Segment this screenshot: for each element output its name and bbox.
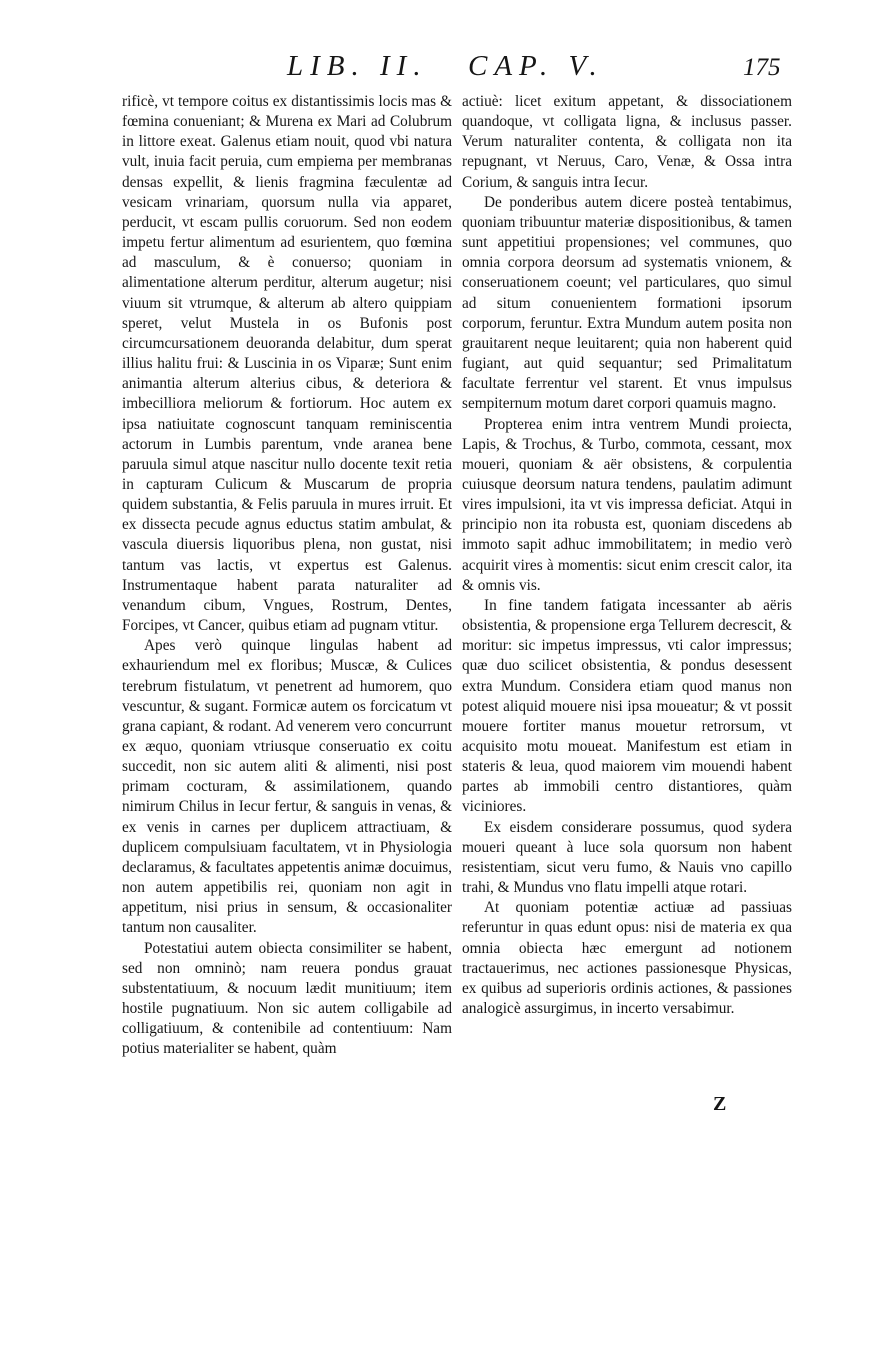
page-number: 175 <box>743 54 781 81</box>
paragraph: In fine tandem fatigata incessanter ab aëris obsistentia, & propensione erga Tellurem decrescit, & moritur: sic impetus impressus, vti calor impressus; quæ duo scilicet obsistentia, & pondus desessent extra Mundum. Considera etiam quod manus non potest aliquid mouere nisi ipsa moueatur; & vt possit mouere fortiter manus mouetur retrorsum, vt acquisito motu moueat. Manifestum est etiam in stateris & leua, quod maiorem vim mouendi habent partes ab immobili centro distantiores, quàm viciniores. <box>462 596 792 816</box>
paragraph: actiuè: licet exitum appetant, & dissociationem quandoque, vt colligata ligna, & inclusus passer. Verum naturaliter contenta, & colligata non ita repugnant, vt Neruus, Caro, Venæ, & Ossa intra Corium, & sanguis intra Iecur. <box>462 93 792 191</box>
paragraph: rificè, vt tempore coitus ex distantissimis locis mas & fœmina conueniant; & Murena ex Mari ad Colubrum in littore exeat. Galenus etiam nouit, quod vbi natura vult, inuia facit peruia, cum empiema per membranas densas expellit, & lienis fragmina fæculentæ ad vesicam vrinariam, quorsum nulla via apparet, perducit, vt escam pullis coruorum. Sed non eodem impetu fertur alimentum ad esurientem, quo fœmina ad masculum, & è conuerso; quoniam in alimentatione alterum perditur, alterum augetur; nisi viuum sit vtrumque, & alterum ab altero quippiam speret, velut Mustela in os Bufonis post circumcursationem deuoranda delabitur, dum sperat illius halitu frui: & Luscinia in os Viparæ; Sunt enim animantia alterum alterius cibus, & deteriora & imbecilliora meliorum & fortiorum. Hoc autem ex ipsa natiuitate cognoscunt tanquam reminiscentia actorum in Lumbis parentum, vnde aranea bene paruula simul atque nascitur nullo docente texit retia in capturam Culicum & Muscarum de propria quidem substantia, & Felis paruula in mures irruit. Et ex dissecta pecude agnus eductus statim ambulat, & vascula diuersis liquoribus plena, non gustat, nisi tantum vas lactis, vt expertus est Galenus. Instrumentaque habent parata naturaliter ad venandum cibum, Vngues, Rostrum, Dentes, Forcipes, vt Cancer, quibus etiam ad pugnam vtitur. <box>122 93 452 635</box>
left-column <box>122 92 452 1060</box>
paragraph: De ponderibus autem dicere posteà tentabimus, quoniam tribuuntur materiæ dispositionibus, & tamen sunt appetitiui propensiones; vel communes, quo omnia corpora deorsum ad systematis vnionem, & conseruationem coeunt; vel particulares, quo simul ad situm conuenientem formationi ipsorum corporum, feruntur. Extra Mundum autem posita non grauitarent neque leuitarent; quia non haberent quid fugiant, aut quid sequantur; sed Primalitatum facultate ferrentur vel starent. Et vnus impulsus sempiternum motum daret corpori quamuis magno. <box>462 193 792 413</box>
paragraph: Propterea enim intra ventrem Mundi proiecta, Lapis, & Trochus, & Turbo, commota, cessant, mox moueri, quoniam & aër obsistens, & corpulentia cuiusque deorsum natura tendens, paulatim adimunt vires impulsioni, ita vt vis impressa deficiat. Atqui in principio non ita robusta est, quoniam discedens ab immoto sapit adhuc immobilitatem; in medio verò acquirit vires à momentis: sicut enim crescit calor, ita & omnis vis. <box>462 415 792 594</box>
signature-mark: Z <box>713 1093 727 1115</box>
running-head-chapter: CAP. V. <box>468 50 604 82</box>
running-head-book: LIB. II. <box>287 50 428 82</box>
right-column <box>462 92 792 1019</box>
paragraph: Apes verò quinque lingulas habent ad exhauriendum mel ex floribus; Muscæ, & Culices terebrum fistulatum, vt penetrent ad humorem, quo vescuntur, & sugant. Formicæ autem os forcicatum vt grana capiant, & rodant. Ad venerem vero concurrunt ex æquo, quoniam vtriusque conseruatio ex coitu succedit, non sic autem aliti & alimenti, nisi post primam cocturam, & assimilationem, quando nimirum Chilus in Iecur fertur, & sanguis in venas, & ex venis in carnes per duplicem attractiuam, & duplicem compulsiuam facultatem, vt in Physiologia declaramus, & facultates appetentis animæ docuimus, non autem appetibilis rei, quoniam non agit in appetitum, nisi prius in sensum, & occasionaliter tantum non causaliter. <box>122 637 452 937</box>
paragraph: Potestatiui autem obiecta consimiliter se habent, sed non omninò; nam reuera pondus grauat substentatiuum, & nocuum lædit munitiuum; item hostile pugnatiuum. Non sic autem colligabile ad colligatiuum, & contenibile ad contentiuum: Nam potius materialiter se habent, quàm <box>122 939 452 1058</box>
paragraph: Ex eisdem considerare possumus, quod sydera moueri queant à luce sola quorsum non habent resistentiam, sicut veru fumo, & Nauis vno capillo trahi, & Mundus vno flatu impelli atque rotari. <box>462 818 792 897</box>
running-head <box>0 50 891 90</box>
paragraph-final: At quoniam potentiæ actiuæ ad passiuas referuntur in quas edunt opus: nisi de materia ex qua omnia obiecta hæc emergunt ad notionem tractauerimus, nec actiones passionesque Physicas, ex quibus ad superioris ordinis actiones, & passiones analogicè assurgimus, in incerto versabimur. <box>462 899 792 1018</box>
